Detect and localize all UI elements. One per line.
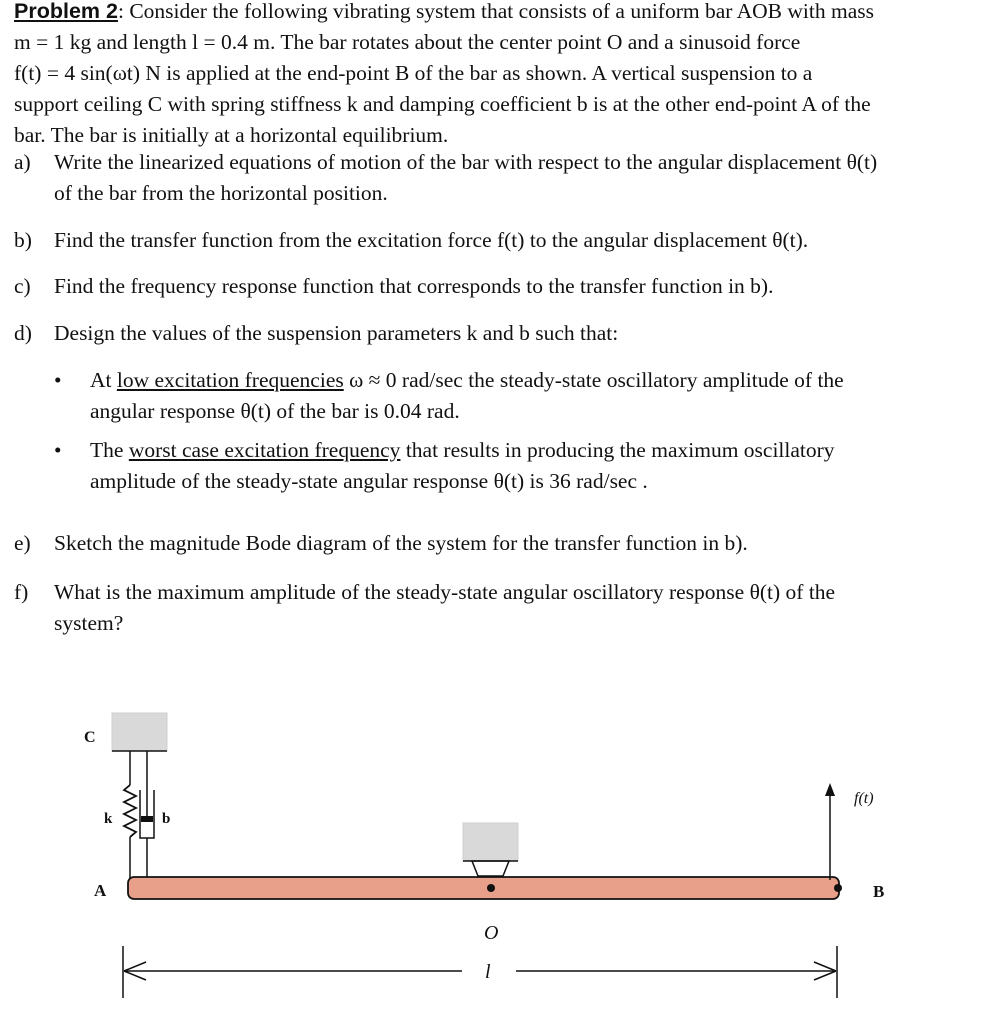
part-e-text: Sketch the magnitude Bode diagram of the system for the transfer function in b). bbox=[54, 531, 748, 555]
label-a: A bbox=[94, 881, 107, 900]
part-c-text: Find the frequency response function that corresponds to the transfer function in b). bbox=[54, 274, 774, 298]
label-b-end: B bbox=[873, 882, 885, 901]
bullet-2-post: that results in producing the maximum oscillatory bbox=[400, 438, 835, 462]
bullet-2-underlined: worst case excitation frequency bbox=[128, 438, 401, 462]
label-c: C bbox=[84, 729, 96, 746]
ceiling-support bbox=[112, 713, 167, 751]
pivot-support-block bbox=[463, 823, 518, 861]
end-point-b bbox=[834, 884, 842, 892]
bullet-2-pre: The bbox=[90, 438, 129, 462]
label-b: b bbox=[162, 811, 171, 827]
part-b-text: Find the transfer function from the excitation force f(t) to the angular displacement θ(t). bbox=[54, 228, 809, 252]
damper-piston bbox=[141, 816, 153, 822]
part-f-line-2: system? bbox=[54, 611, 124, 635]
pivot-support-base bbox=[472, 861, 509, 876]
heading-colon: : bbox=[117, 0, 124, 23]
part-b-label: b) bbox=[14, 228, 32, 252]
label-k: k bbox=[104, 811, 113, 827]
label-length: l bbox=[485, 961, 491, 983]
bullet-1-underlined: low excitation frequencies bbox=[116, 368, 344, 392]
part-a-line-2: of the bar from the horizontal position. bbox=[54, 181, 388, 205]
part-a-line-1: Write the linearized equations of motion of the bar with respect to the angular displacement θ(t) bbox=[54, 150, 878, 174]
bar-aob bbox=[128, 877, 839, 899]
intro-line-2: m = 1 kg and length l = 0.4 m. The bar rotates about the center point O and a sinusoid force bbox=[14, 30, 801, 54]
part-f-label: f) bbox=[14, 580, 29, 604]
part-f-line-1: What is the maximum amplitude of the steady-state angular oscillatory response θ(t) of the bbox=[54, 580, 836, 604]
intro-line-4: support ceiling C with spring stiffness k and damping coefficient b is at the other end-point A of the bbox=[14, 92, 871, 116]
part-d-label: d) bbox=[14, 321, 32, 345]
label-o: O bbox=[484, 922, 499, 944]
bullet-dot: • bbox=[54, 438, 62, 462]
intro-line-5: bar. The bar is initially at a horizontal equilibrium. bbox=[14, 123, 449, 147]
part-d-text: Design the values of the suspension parameters k and b such that: bbox=[54, 321, 619, 345]
intro-line-3: f(t) = 4 sin(ωt) N is applied at the end-point B of the bar as shown. A vertical suspension to a bbox=[14, 61, 813, 85]
label-force: f(t) bbox=[854, 790, 874, 807]
problem-heading: Problem 2 bbox=[14, 0, 118, 23]
bullet-2-line-2: amplitude of the steady-state angular response θ(t) is 36 rad/sec . bbox=[90, 469, 648, 493]
bullet-dot: • bbox=[54, 368, 62, 392]
pivot-point-o bbox=[487, 884, 495, 892]
bullet-1-pre: At bbox=[90, 368, 117, 392]
part-e-label: e) bbox=[14, 531, 31, 555]
part-a-label: a) bbox=[14, 150, 31, 174]
force-arrow-head bbox=[825, 783, 835, 796]
part-c-label: c) bbox=[14, 274, 31, 298]
bullet-1-post: ω ≈ 0 rad/sec the steady-state oscillatory amplitude of the bbox=[343, 368, 844, 392]
bullet-1-line-2: angular response θ(t) of the bar is 0.04 rad. bbox=[90, 399, 460, 423]
spring-k bbox=[124, 785, 136, 837]
intro-line-1-text: Consider the following vibrating system that consists of a uniform bar AOB with mass bbox=[129, 0, 874, 23]
